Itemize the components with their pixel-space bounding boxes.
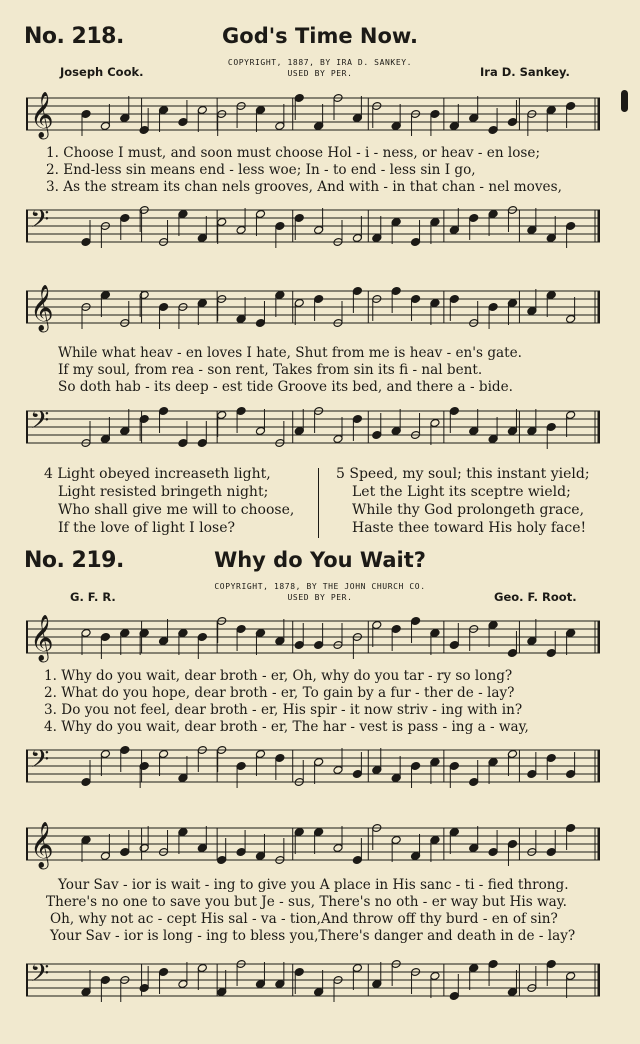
hymn-218-verse-4-line-2: Light resisted bringeth night; bbox=[58, 484, 269, 500]
hymn-219-s2-line3: Oh, why not ac - cept His sal - va - tion,And throw off thy burd - en of sin? bbox=[50, 911, 558, 927]
staff-graphic bbox=[26, 606, 600, 668]
hymn-219-s1-line3: 3. Do you not feel, dear broth - er, His spir - it now striv - ing with in? bbox=[44, 702, 523, 718]
hymn-219-words-by: G. F. R. bbox=[70, 590, 116, 604]
hymn-218-s2-line1: While what heav - en loves I hate, Shut from me is heav - en's gate. bbox=[58, 345, 522, 361]
staff-graphic bbox=[26, 950, 600, 1010]
bass-clef-icon: 𝄢 bbox=[30, 959, 50, 994]
hymn-219-s2-line4: Your Sav - ior is long - ing to bless you,There's danger and death in de - lay? bbox=[50, 928, 576, 944]
hymn-218-s2-line3: So doth hab - its deep - est tide Groove its bed, and there a - bide. bbox=[58, 379, 513, 395]
hymn-218-number: No. 218. bbox=[24, 24, 124, 49]
staff-graphic bbox=[26, 274, 600, 340]
page-edge-mark bbox=[621, 90, 628, 112]
verse-divider bbox=[318, 468, 319, 538]
treble-clef-icon: 𝄞 bbox=[30, 615, 54, 661]
hymn-218-treble-staff-2 bbox=[26, 274, 600, 340]
hymn-218-treble-staff-1 bbox=[26, 84, 600, 144]
hymn-219-treble-staff-1 bbox=[26, 606, 600, 668]
hymn-219-s1-line1: 1. Why do you wait, dear broth - er, Oh, why do you tar - ry so long? bbox=[44, 668, 513, 684]
staff-graphic bbox=[26, 812, 600, 876]
hymn-218-bass-staff-1 bbox=[26, 196, 600, 256]
hymn-219-s1-line4: 4. Why do you wait, dear broth - er, The har - vest is pass - ing a - way, bbox=[44, 719, 529, 735]
hymn-219-used-by: USED BY PER. bbox=[287, 593, 353, 602]
hymn-219-bass-staff-2 bbox=[26, 950, 600, 1010]
hymn-219-copyright: COPYRIGHT, 1878, BY THE JOHN CHURCH CO. bbox=[214, 582, 426, 591]
treble-clef-icon: 𝄞 bbox=[30, 285, 54, 331]
staff-graphic bbox=[26, 396, 600, 458]
hymn-218-verse-5-line-1: 5 Speed, my soul; this instant yield; bbox=[336, 466, 590, 482]
staff-graphic bbox=[26, 738, 600, 794]
hymn-218-words-by: Joseph Cook. bbox=[60, 65, 144, 79]
hymn-218-verse-5-line-4: Haste thee toward His holy face! bbox=[352, 520, 587, 536]
bass-clef-icon: 𝄢 bbox=[30, 205, 50, 240]
hymn-218-used-by: USED BY PER. bbox=[287, 69, 353, 78]
treble-clef-icon: 𝄞 bbox=[30, 92, 54, 138]
hymn-219-treble-staff-2 bbox=[26, 812, 600, 876]
staff-graphic bbox=[26, 196, 600, 256]
hymn-219-bass-staff-1 bbox=[26, 738, 600, 794]
hymn-219-number: No. 219. bbox=[24, 548, 124, 573]
hymn-219-music-by: Geo. F. Root. bbox=[494, 590, 577, 604]
hymn-218-s1-line1: 1. Choose I must, and soon must choose Hol - i - ness, or heav - en lose; bbox=[46, 145, 541, 161]
hymn-219-s2-line1: Your Sav - ior is wait - ing to give you A place in His sanc - ti - fied throng. bbox=[58, 877, 569, 893]
hymn-219-s1-line2: 2. What do you hope, dear broth - er, To gain by a fur - ther de - lay? bbox=[44, 685, 515, 701]
hymn-218-verse-4-line-3: Who shall give me will to choose, bbox=[58, 502, 295, 518]
hymn-219-s2-line2: There's no one to save you but Je - sus, There's no oth - er way but His way. bbox=[46, 894, 567, 910]
hymn-218-verse-5-line-2: Let the Light its sceptre wield; bbox=[352, 484, 571, 500]
hymn-218-verse-4-line-4: If the love of light I lose? bbox=[58, 520, 236, 536]
treble-clef-icon: 𝄞 bbox=[30, 822, 54, 868]
hymn-218-s2-line2: If my soul, from rea - son rent, Takes from sin its fi - nal bent. bbox=[58, 362, 483, 378]
bass-clef-icon: 𝄢 bbox=[30, 745, 50, 780]
hymn-218-s1-line3: 3. As the stream its chan nels grooves, And with - in that chan - nel moves, bbox=[46, 179, 562, 195]
hymn-218-verse-5-line-3: While thy God prolongeth grace, bbox=[352, 502, 585, 518]
hymn-218-copyright: COPYRIGHT, 1887, BY IRA D. SANKEY. bbox=[227, 58, 413, 67]
hymn-218-music-by: Ira D. Sankey. bbox=[480, 65, 570, 79]
hymn-218-verse-4-line-1: 4 Light obeyed increaseth light, bbox=[44, 466, 271, 482]
staff-graphic bbox=[26, 84, 600, 144]
hymn-218-bass-staff-2 bbox=[26, 396, 600, 458]
hymn-218-title: God's Time Now. bbox=[222, 24, 418, 48]
bass-clef-icon: 𝄢 bbox=[30, 406, 50, 441]
hymn-218-s1-line2: 2. End-less sin means end - less woe; In - to end - less sin I go, bbox=[46, 162, 476, 178]
hymn-219-title: Why do You Wait? bbox=[214, 548, 426, 572]
